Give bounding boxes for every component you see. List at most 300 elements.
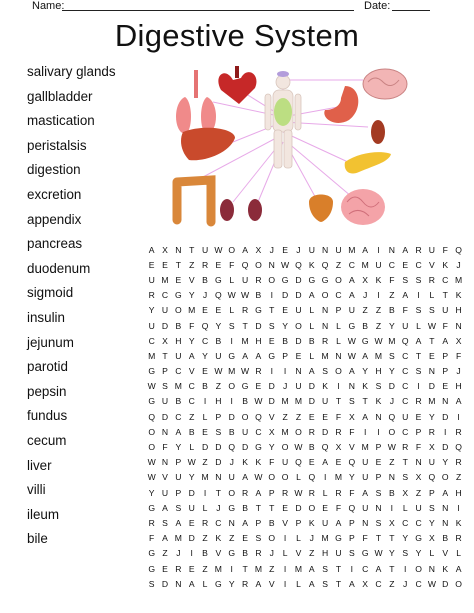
grid-letter[interactable]: A [442,487,449,498]
grid-letter[interactable]: I [283,578,287,589]
grid-letter[interactable]: R [282,487,289,498]
grid-letter[interactable]: A [148,244,155,255]
grid-letter[interactable]: G [228,548,236,559]
grid-letter[interactable]: H [375,366,382,377]
grid-letter[interactable]: I [230,335,233,346]
grid-letter[interactable]: Z [389,290,395,301]
grid-letter[interactable]: X [429,533,435,544]
grid-letter[interactable]: T [242,320,248,331]
grid-letter[interactable]: W [347,335,356,346]
grid-letter[interactable]: N [375,411,382,422]
grid-letter[interactable]: E [415,411,422,422]
grid-letter[interactable]: R [308,426,315,437]
grid-letter[interactable]: W [427,320,436,331]
grid-letter[interactable]: A [308,578,315,589]
grid-letter[interactable]: Q [348,502,356,513]
grid-letter[interactable]: C [402,381,409,392]
grid-letter[interactable]: I [350,563,354,574]
grid-letter[interactable]: L [202,578,208,589]
grid-letter[interactable]: B [242,502,248,513]
grid-letter[interactable]: M [388,335,396,346]
grid-letter[interactable]: R [415,396,422,407]
grid-letter[interactable]: O [335,274,342,285]
grid-letter[interactable]: B [242,548,248,559]
grid-letter[interactable]: I [323,472,327,483]
grid-letter[interactable]: E [188,563,195,574]
grid-letter[interactable]: D [161,411,169,422]
grid-letter[interactable]: O [241,411,249,422]
grid-letter[interactable]: R [241,487,249,498]
grid-letter[interactable]: T [215,487,222,498]
grid-letter[interactable]: N [161,457,169,468]
grid-letter[interactable]: G [335,533,342,544]
grid-letter[interactable]: V [282,517,288,528]
grid-letter[interactable]: O [148,426,156,437]
grid-letter[interactable]: Z [415,487,422,498]
grid-letter[interactable]: O [308,502,316,513]
grid-letter[interactable]: Y [429,411,435,422]
grid-letter[interactable]: E [295,350,302,361]
grid-letter[interactable]: Z [202,457,208,468]
grid-letter[interactable]: E [162,563,168,574]
grid-letter[interactable]: T [255,502,262,513]
grid-letter[interactable]: Y [348,472,355,483]
grid-letter[interactable]: L [336,320,341,331]
grid-letter[interactable]: T [389,563,395,574]
grid-letter[interactable]: M [428,396,436,407]
grid-letter[interactable]: N [455,320,462,331]
grid-letter[interactable]: A [348,274,355,285]
grid-letter[interactable]: A [348,578,355,589]
grid-letter[interactable]: E [282,502,288,513]
grid-letter[interactable]: F [335,411,342,422]
grid-letter[interactable]: G [148,502,156,513]
grid-letter[interactable]: L [429,290,435,301]
grid-letter[interactable]: E [308,457,315,468]
grid-letter[interactable]: R [415,244,422,255]
grid-letter[interactable]: O [388,426,396,437]
grid-letter[interactable]: A [402,290,409,301]
grid-letter[interactable]: M [214,563,222,574]
grid-letter[interactable]: V [215,548,222,559]
grid-letter[interactable]: D [308,381,315,392]
grid-letter[interactable]: N [415,457,422,468]
grid-letter[interactable]: Q [215,290,222,301]
grid-letter[interactable]: D [295,290,302,301]
grid-letter[interactable]: L [309,305,315,316]
grid-letter[interactable]: U [335,244,342,255]
grid-letter[interactable]: U [148,274,155,285]
grid-letter[interactable]: Q [295,457,302,468]
grid-letter[interactable]: C [175,411,182,422]
grid-letter[interactable]: M [281,426,289,437]
grid-letter[interactable]: D [442,578,449,589]
grid-letter[interactable]: S [322,563,328,574]
grid-letter[interactable]: H [175,335,182,346]
grid-letter[interactable]: G [268,350,276,361]
grid-letter[interactable]: N [228,517,235,528]
grid-letter[interactable]: U [362,502,369,513]
grid-letter[interactable]: J [403,578,408,589]
grid-letter[interactable]: I [404,563,407,574]
grid-letter[interactable]: T [162,350,168,361]
grid-letter[interactable]: A [242,517,248,528]
grid-letter[interactable]: W [294,442,303,453]
grid-letter[interactable]: S [162,381,168,392]
grid-letter[interactable]: I [190,548,193,559]
grid-letter[interactable]: X [415,472,422,483]
grid-letter[interactable]: F [269,457,275,468]
grid-letter[interactable]: B [268,517,275,528]
grid-letter[interactable]: V [442,548,449,559]
grid-letter[interactable]: N [335,350,342,361]
grid-letter[interactable]: Q [428,472,436,483]
grid-letter[interactable]: I [377,244,380,255]
grid-letter[interactable]: N [388,472,395,483]
grid-letter[interactable]: Q [308,472,316,483]
grid-letter[interactable]: Z [229,533,235,544]
grid-letter[interactable]: A [455,396,462,407]
grid-letter[interactable]: U [348,305,355,316]
grid-letter[interactable]: P [442,366,449,377]
grid-letter[interactable]: I [283,563,287,574]
grid-letter[interactable]: G [175,290,182,301]
grid-letter[interactable]: E [322,411,328,422]
grid-letter[interactable]: D [241,442,249,453]
grid-letter[interactable]: Y [188,290,195,301]
grid-letter[interactable]: P [335,305,342,316]
grid-letter[interactable]: O [175,305,182,316]
grid-letter[interactable]: Y [188,335,195,346]
grid-letter[interactable]: R [148,517,155,528]
grid-letter[interactable]: C [402,517,409,528]
grid-letter[interactable]: M [188,305,196,316]
grid-letter[interactable]: X [362,274,369,285]
grid-letter[interactable]: C [415,517,422,528]
grid-letter[interactable]: C [415,578,422,589]
grid-letter[interactable]: A [188,578,195,589]
grid-letter[interactable]: P [268,487,275,498]
grid-letter[interactable]: A [335,517,342,528]
grid-letter[interactable]: F [442,244,448,255]
grid-letter[interactable]: W [147,381,156,392]
grid-letter[interactable]: D [268,381,275,392]
grid-letter[interactable]: C [402,396,409,407]
grid-letter[interactable]: Z [362,305,368,316]
grid-letter[interactable]: U [215,350,222,361]
grid-letter[interactable]: A [255,350,262,361]
grid-letter[interactable]: G [228,350,236,361]
grid-letter[interactable]: A [322,457,328,468]
grid-letter[interactable]: Q [321,259,329,270]
grid-letter[interactable]: C [175,366,182,377]
grid-letter[interactable]: D [228,411,235,422]
grid-letter[interactable]: G [148,548,156,559]
grid-letter[interactable]: E [175,274,182,285]
grid-letter[interactable]: W [147,472,156,483]
grid-letter[interactable]: A [415,335,422,346]
grid-letter[interactable]: E [215,259,222,270]
grid-letter[interactable]: Y [388,548,395,559]
grid-letter[interactable]: E [215,305,222,316]
grid-letter[interactable]: J [282,381,288,392]
grid-letter[interactable]: I [390,502,394,513]
grid-letter[interactable]: T [335,578,342,589]
grid-letter[interactable]: I [363,426,367,437]
grid-letter[interactable]: J [296,244,301,255]
grid-letter[interactable]: H [455,487,462,498]
grid-letter[interactable]: C [188,396,195,407]
grid-letter[interactable]: W [387,442,396,453]
grid-letter[interactable]: S [322,578,328,589]
grid-letter[interactable]: C [255,426,262,437]
grid-letter[interactable]: M [281,396,289,407]
grid-letter[interactable]: K [375,274,382,285]
grid-letter[interactable]: D [295,335,302,346]
grid-letter[interactable]: D [188,533,195,544]
grid-letter[interactable]: A [242,350,248,361]
grid-letter[interactable]: D [215,442,222,453]
grid-letter[interactable]: U [322,517,329,528]
grid-letter[interactable]: I [377,290,380,301]
grid-letter[interactable]: R [148,290,155,301]
grid-letter[interactable]: J [176,548,181,559]
grid-letter[interactable]: N [428,563,435,574]
grid-letter[interactable]: O [455,578,462,589]
grid-letter[interactable]: Y [148,305,155,316]
grid-letter[interactable]: N [322,244,329,255]
grid-letter[interactable]: I [270,290,273,301]
grid-letter[interactable]: S [348,548,355,559]
grid-letter[interactable]: I [457,411,460,422]
grid-letter[interactable]: Y [282,320,288,331]
grid-letter[interactable]: E [442,381,449,392]
grid-letter[interactable]: P [255,517,262,528]
grid-letter[interactable]: U [201,244,209,255]
grid-letter[interactable]: L [429,548,435,559]
grid-letter[interactable]: N [322,320,329,331]
grid-letter[interactable]: S [215,426,222,437]
grid-letter[interactable]: W [147,457,156,468]
grid-letter[interactable]: L [189,442,195,453]
grid-letter[interactable]: G [148,366,156,377]
grid-letter[interactable]: Z [202,563,208,574]
grid-letter[interactable]: U [295,381,302,392]
grid-letter[interactable]: B [308,335,315,346]
grid-letter[interactable]: V [188,274,195,285]
grid-letter[interactable]: F [335,502,342,513]
grid-letter[interactable]: K [455,290,462,301]
grid-letter[interactable]: X [335,442,342,453]
grid-letter[interactable]: E [148,259,155,270]
grid-letter[interactable]: O [295,320,302,331]
grid-letter[interactable]: F [402,305,408,316]
grid-letter[interactable]: F [349,426,355,437]
grid-letter[interactable]: V [268,578,275,589]
grid-letter[interactable]: O [228,487,236,498]
grid-letter[interactable]: F [229,259,235,270]
grid-letter[interactable]: D [161,578,169,589]
grid-letter[interactable]: M [254,563,262,574]
grid-letter[interactable]: T [442,290,448,301]
grid-letter[interactable]: T [269,305,275,316]
grid-letter[interactable]: D [282,290,289,301]
grid-letter[interactable]: M [334,472,343,483]
grid-letter[interactable]: D [295,502,302,513]
grid-letter[interactable]: C [442,274,449,285]
grid-letter[interactable]: C [375,578,382,589]
grid-letter[interactable]: I [230,563,233,574]
grid-letter[interactable]: B [215,335,222,346]
grid-letter[interactable]: Y [388,320,395,331]
grid-letter[interactable]: G [241,381,249,392]
grid-letter[interactable]: B [202,381,208,392]
grid-letter[interactable]: T [402,457,408,468]
grid-letter[interactable]: U [188,502,195,513]
grid-letter[interactable]: O [281,442,289,453]
grid-letter[interactable]: M [241,335,249,346]
grid-letter[interactable]: J [363,290,368,301]
grid-letter[interactable]: M [374,350,383,361]
grid-letter[interactable]: K [308,517,315,528]
grid-letter[interactable]: T [415,350,422,361]
grid-letter[interactable]: K [242,457,248,468]
grid-letter[interactable]: S [375,487,382,498]
grid-letter[interactable]: C [402,366,409,377]
grid-letter[interactable]: T [335,396,342,407]
grid-letter[interactable]: K [215,533,222,544]
grid-letter[interactable]: Y [429,517,435,528]
grid-letter[interactable]: I [457,502,460,513]
grid-letter[interactable]: D [268,396,275,407]
grid-letter[interactable]: G [255,442,262,453]
grid-letter[interactable]: W [214,366,223,377]
grid-letter[interactable]: I [270,366,273,377]
grid-letter[interactable]: U [402,411,409,422]
grid-letter[interactable]: L [296,533,301,544]
grid-letter[interactable]: A [242,472,248,483]
grid-letter[interactable]: E [308,411,315,422]
grid-letter[interactable]: J [269,548,274,559]
grid-letter[interactable]: M [348,244,356,255]
grid-letter[interactable]: I [417,381,420,392]
grid-letter[interactable]: U [241,274,249,285]
grid-letter[interactable]: E [162,259,168,270]
grid-letter[interactable]: R [428,426,435,437]
grid-letter[interactable]: A [442,335,449,346]
grid-letter[interactable]: Z [295,411,302,422]
grid-letter[interactable]: G [348,320,356,331]
grid-letter[interactable]: O [228,244,236,255]
grid-letter[interactable]: I [283,533,287,544]
grid-letter[interactable]: M [201,472,209,483]
grid-letter[interactable]: F [149,533,155,544]
grid-letter[interactable]: J [229,457,234,468]
grid-letter[interactable]: Z [162,548,168,559]
grid-letter[interactable]: R [308,487,315,498]
grid-letter[interactable]: W [427,578,436,589]
grid-letter[interactable]: S [228,320,235,331]
grid-letter[interactable]: X [348,411,355,422]
grid-letter[interactable]: G [321,274,329,285]
grid-letter[interactable]: C [415,259,422,270]
grid-letter[interactable]: F [189,320,195,331]
grid-letter[interactable]: C [348,259,355,270]
grid-letter[interactable]: O [268,472,276,483]
grid-letter[interactable]: H [215,396,222,407]
grid-letter[interactable]: C [188,381,195,392]
grid-letter[interactable]: K [442,259,449,270]
grid-letter[interactable]: A [308,366,315,377]
grid-letter[interactable]: W [281,259,290,270]
grid-letter[interactable]: U [282,457,289,468]
grid-letter[interactable]: I [337,381,340,392]
grid-letter[interactable]: T [389,533,395,544]
grid-letter[interactable]: F [349,487,355,498]
grid-letter[interactable]: J [456,366,461,377]
grid-letter[interactable]: L [296,472,301,483]
grid-letter[interactable]: S [255,533,262,544]
grid-letter[interactable]: O [415,563,422,574]
grid-letter[interactable]: X [268,426,275,437]
grid-letter[interactable]: S [348,396,355,407]
grid-letter[interactable]: A [362,244,369,255]
grid-letter[interactable]: W [214,244,223,255]
grid-letter[interactable]: V [162,472,168,483]
grid-letter[interactable]: N [428,366,435,377]
grid-letter[interactable]: N [375,502,382,513]
grid-letter[interactable]: R [255,274,262,285]
grid-letter[interactable]: I [203,396,207,407]
grid-letter[interactable]: B [202,274,208,285]
grid-letter[interactable]: W [374,335,383,346]
grid-letter[interactable]: Y [442,457,449,468]
grid-letter[interactable]: J [216,502,221,513]
grid-letter[interactable]: K [322,381,328,392]
grid-letter[interactable]: B [362,320,369,331]
grid-letter[interactable]: U [442,305,449,316]
grid-letter[interactable]: N [215,472,222,483]
grid-letter[interactable]: T [335,563,342,574]
grid-letter[interactable]: L [296,578,301,589]
grid-letter[interactable]: E [322,502,328,513]
grid-letter[interactable]: B [242,396,248,407]
grid-letter[interactable]: W [347,350,356,361]
grid-letter[interactable]: G [148,396,156,407]
grid-letter[interactable]: A [362,487,369,498]
grid-letter[interactable]: E [202,366,208,377]
grid-letter[interactable]: B [282,335,288,346]
grid-letter[interactable]: Z [202,533,208,544]
grid-letter[interactable]: H [255,335,262,346]
grid-letter[interactable]: N [322,305,329,316]
grid-letter[interactable]: B [388,305,395,316]
grid-letter[interactable]: O [148,442,156,453]
grid-letter[interactable]: I [444,426,447,437]
grid-letter[interactable]: Z [375,305,382,316]
grid-letter[interactable]: U [148,320,155,331]
grid-letter[interactable]: O [335,366,342,377]
grid-letter[interactable]: S [148,578,155,589]
grid-letter[interactable]: U [175,350,182,361]
grid-letter[interactable]: Z [215,381,222,392]
grid-letter[interactable]: S [388,350,395,361]
grid-letter[interactable]: Y [228,578,235,589]
grid-letter[interactable]: R [201,517,209,528]
grid-letter[interactable]: V [188,366,195,377]
grid-letter[interactable]: R [455,426,462,437]
date-field[interactable] [392,10,430,11]
